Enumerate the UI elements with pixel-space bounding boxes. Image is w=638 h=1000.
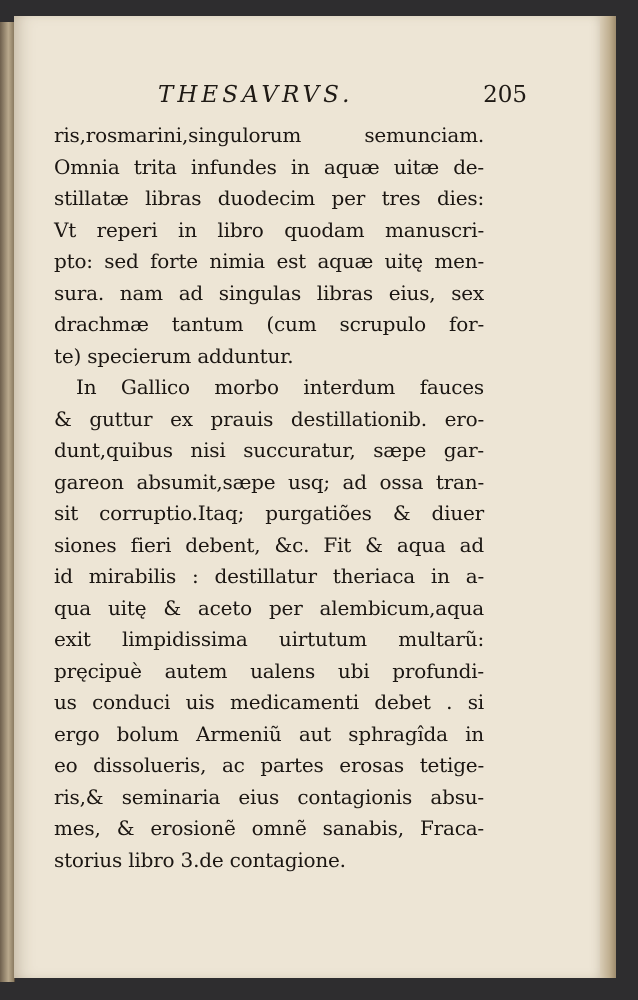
text-line: eo dissolueris, ac partes erosas tetige- — [54, 753, 484, 777]
running-head — [54, 82, 564, 118]
left-page-edge — [0, 22, 15, 982]
body-text — [54, 120, 484, 876]
text-line: id mirabilis : destillatur theriaca in a- — [54, 564, 484, 588]
paragraph-start-line: In Gallico morbo interdum fauces — [76, 375, 484, 399]
text-line: qua uitę & aceto per alembicum,aqua — [54, 595, 484, 620]
text-line: sura. nam ad singulas libras eius, sex — [54, 280, 484, 305]
text-line: siones fieri debent, &c. Fit & aqua ad — [54, 532, 484, 557]
text-line: us conduci uis medicamenti debet . si — [54, 690, 484, 714]
text-line: sit corruptio.Itaq; purgatiões & diuer — [54, 501, 484, 525]
text-line: dunt,quibus nisi succuratur, sæpe gar- — [54, 438, 484, 462]
running-title: THESAVRVS. — [158, 82, 354, 108]
text-line: ris,& seminaria eius contagionis absu- — [54, 784, 484, 809]
text-line: ris,rosmarini,singulorum semunciam. — [54, 123, 484, 147]
text-line: te) specierum adduntur. — [54, 343, 294, 368]
text-line: storius libro 3.de contagione. — [54, 847, 346, 872]
text-line: mes, & erosionẽ omnẽ sanabis, Fraca- — [54, 816, 484, 840]
text-line: & guttur ex prauis destillationib. ero- — [54, 406, 484, 431]
text-line: gareon absumit,sæpe usq; ad ossa tran- — [54, 469, 484, 494]
text-line: stillatæ libras duodecim per tres dies: — [54, 186, 484, 210]
text-line: drachmæ tantum (cum scrupulo for- — [54, 312, 484, 336]
text-line: ergo bolum Armeniũ aut sphragîda in — [54, 721, 484, 746]
text-line: Vt reperi in libro quodam manuscri- — [54, 217, 484, 242]
right-page-edges — [600, 16, 616, 978]
text-line: pręcipuè autem ualens ubi profundi- — [54, 658, 484, 683]
page-number: 205 — [483, 82, 527, 108]
text-line: exit limpidissima uirtutum multarũ: — [54, 627, 484, 651]
page-sheet — [14, 16, 600, 978]
text-line: pto: sed forte nimia est aquæ uitę men- — [54, 249, 484, 273]
text-line: Omnia trita infundes in aquæ uitæ de- — [54, 154, 484, 179]
